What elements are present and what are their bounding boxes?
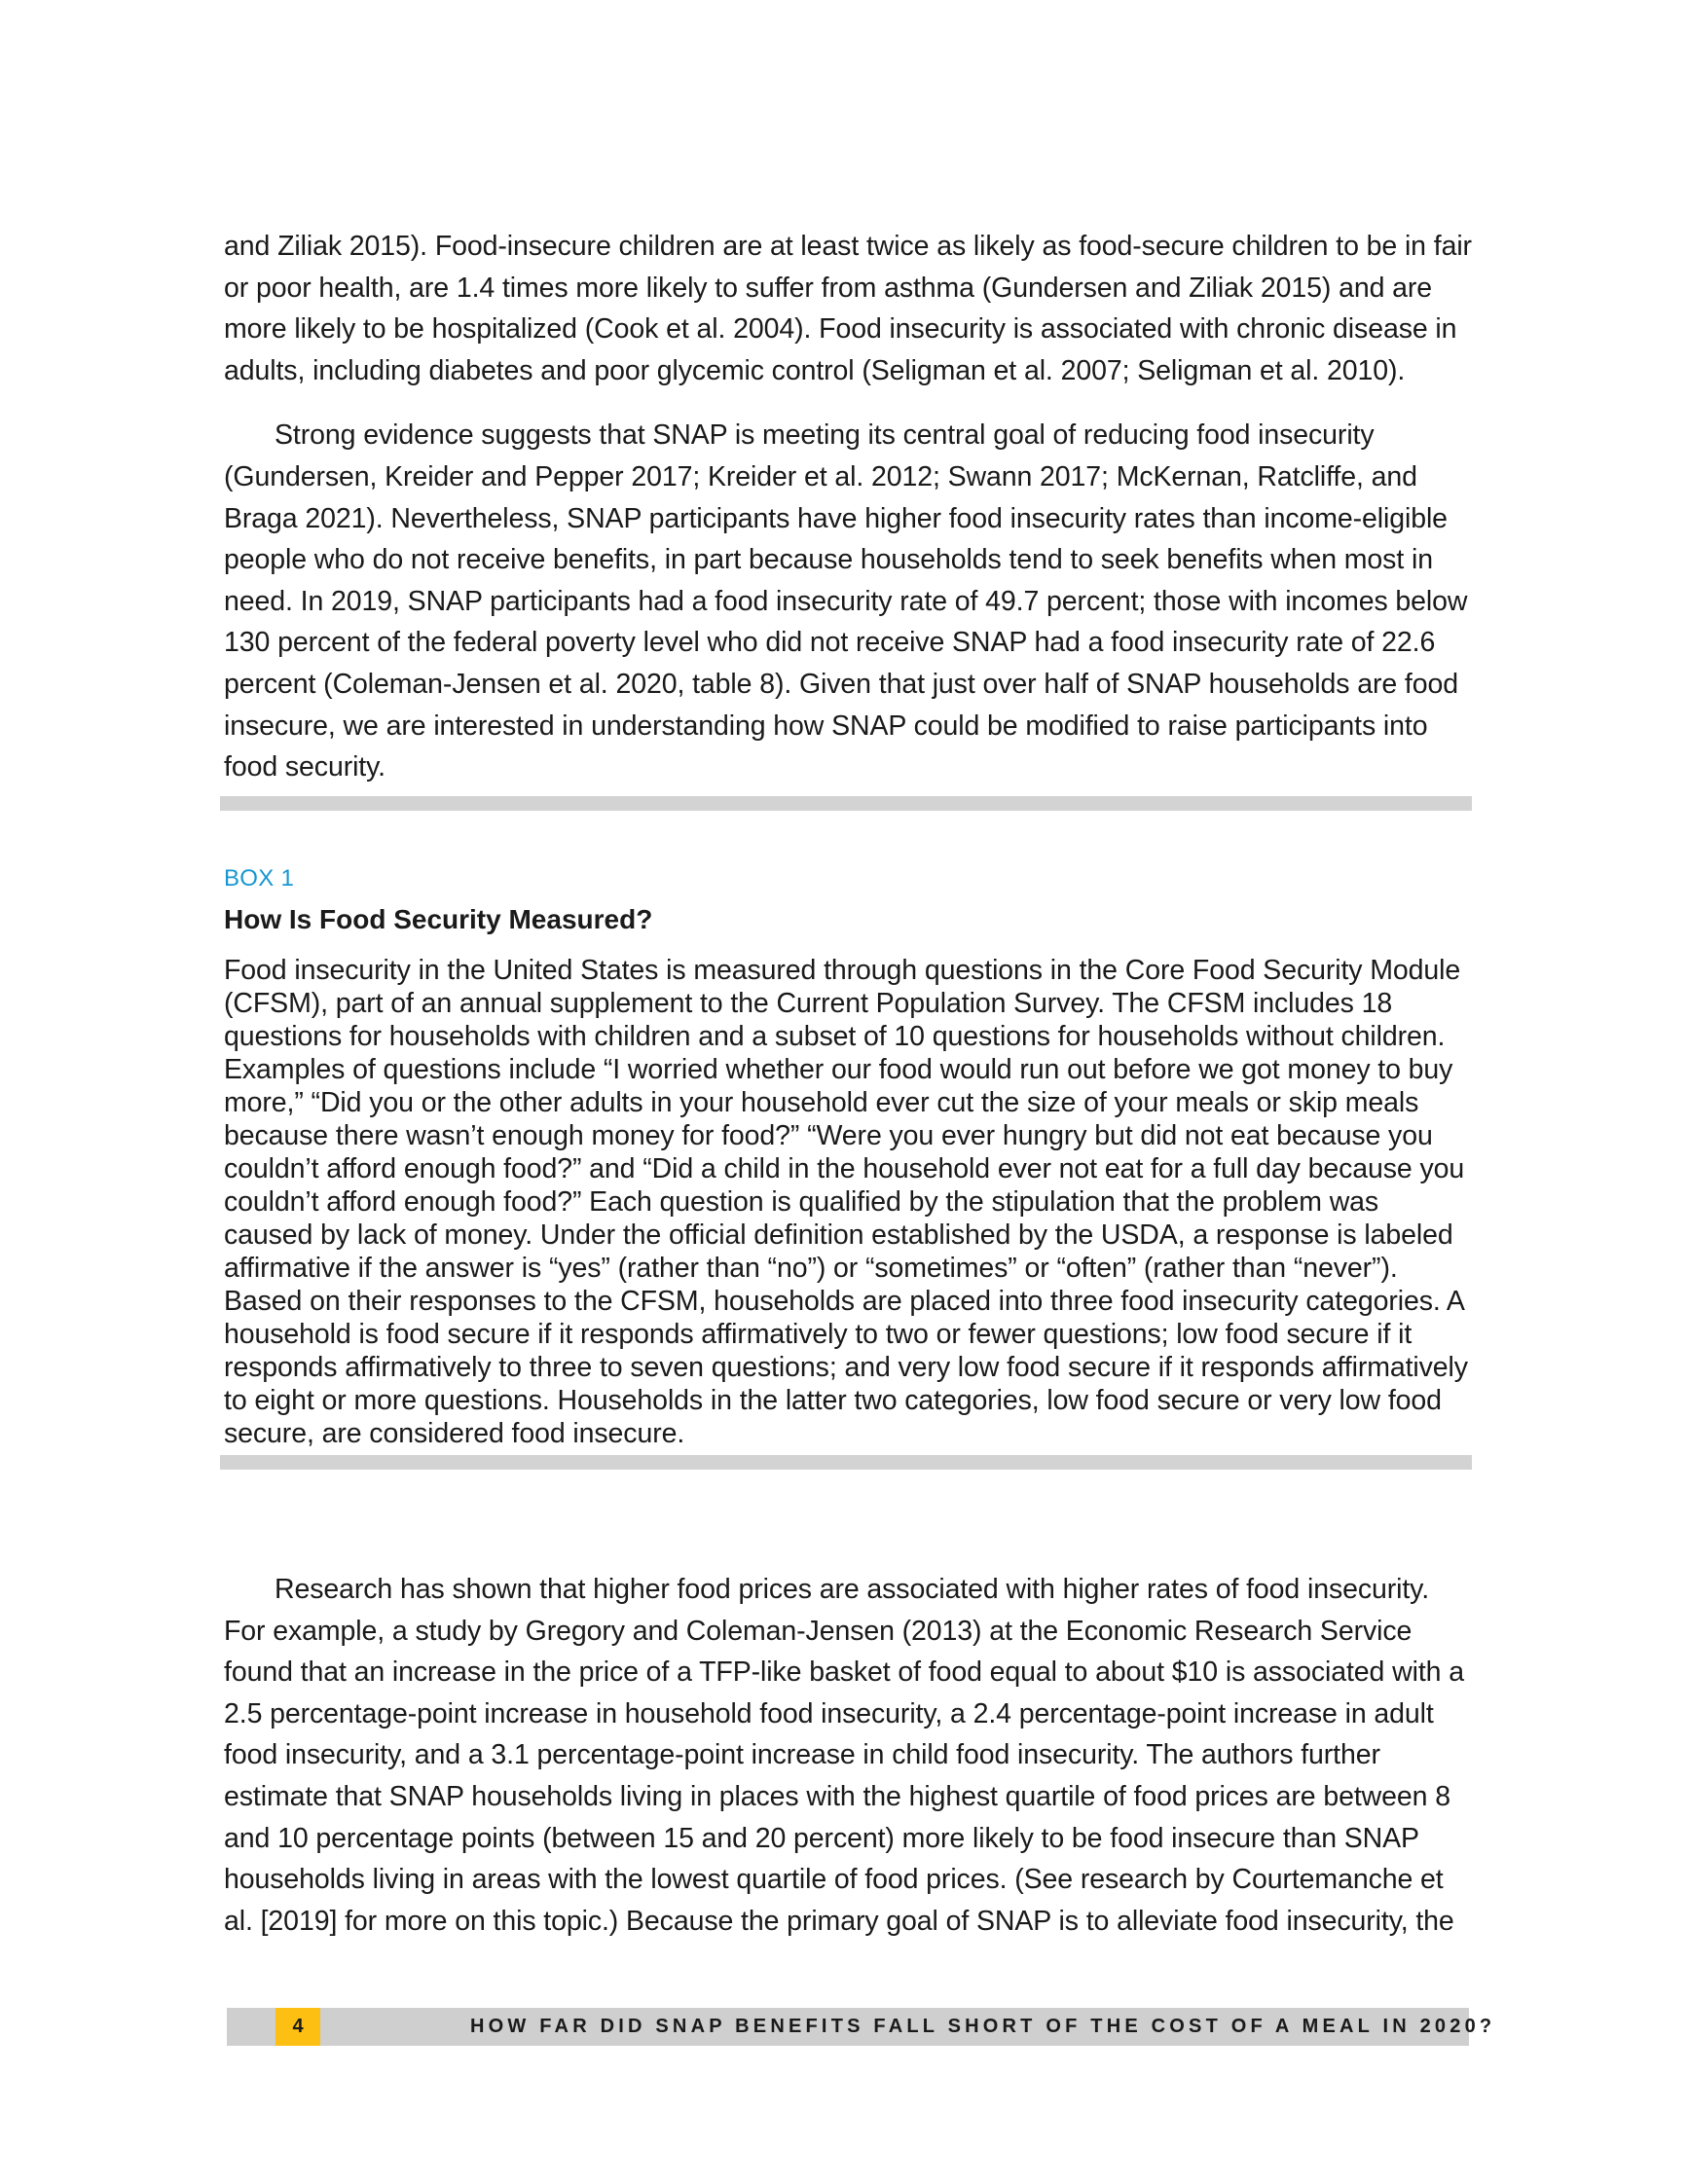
paragraph-continued: and Ziliak 2015). Food-insecure children are at least twice as likely as food-secure children to be in fair or poor health, are 1.4 times more likely to suffer from asthma (Gundersen and Ziliak 2015) and are more likely to be hospitalized (Cook et al. 2004). Food insecurity is associated with chronic disease in adults, including diabetes and poor glycemic control (Seligman et al. 2007; Seligman et al. 2010). — [224, 231, 1472, 386]
page-footer — [227, 2008, 1496, 2046]
body-text-bottom — [224, 1569, 1472, 1965]
box-1 — [224, 864, 1472, 1450]
box-title: How Is Food Security Measured? — [224, 904, 653, 934]
box-text: Food insecurity in the United States is measured through questions in the Core Food Security Module (CFSM), part of an annual supplement to the Current Population Survey. The CFSM includes 18 questions for households with children and a subset of 10 questions for households without children. Examples of questions include “I worried whether our food would run out before we got money to buy more,” “Did you or the other adults in your household ever cut the size of your meals or skip meals because there wasn’t enough money for food?” “Were you ever hungry but did not eat because you couldn’t afford enough food?” and “Did a child in the household ever not eat for a full day because you couldn’t afford enough food?” Each question is qualified by the stipulation that the problem was caused by lack of money. Under the official definition established by the USDA, a response is labeled affirmative if the answer is “yes” (rather than “no”) or “sometimes” or “often” (rather than “never”). Based on their responses to the CFSM, households are placed into three food insecurity categories. A household is food secure if it responds affirmatively to two or fewer questions; low food secure if it responds affirmatively to three to seven questions; and very low food secure if it responds affirmatively to eight or more questions. Households in the latter two categories, low food secure or very low food secure, are considered food insecure. — [224, 955, 1468, 1449]
body-text-top — [224, 226, 1472, 812]
running-title: HOW FAR DID SNAP BENEFITS FALL SHORT OF THE COST OF A MEAL IN 2020? — [470, 2016, 1496, 2037]
box-top-rule — [220, 796, 1472, 811]
page-number: 4 — [275, 2008, 320, 2046]
paragraph-snap-evidence: Strong evidence suggests that SNAP is meeting its central goal of reducing food insecurity (Gundersen, Kreider and Pepper 2017; Kreider et al. 2012; Swann 2017; McKernan, Ratcliffe, and Braga 2021). Nevertheless, SNAP participants have higher food insecurity rates than income-eligible people who do not receive benefits, in part because households tend to seek benefits when most in need. In 2019, SNAP participants had a food insecurity rate of 49.7 percent; those with incomes below 130 percent of the federal poverty level who did not receive SNAP had a food insecurity rate of 22.6 percent (Coleman-Jensen et al. 2020, table 8). Given that just over half of SNAP households are food insecure, we are interested in understanding how SNAP could be modified to raise participants into food security. — [224, 419, 1468, 783]
paragraph-food-prices: Research has shown that higher food prices are associated with higher rates of food insecurity. For example, a study by Gregory and Coleman-Jensen (2013) at the Economic Research Service found that an increase in the price of a TFP-like basket of food equal to about $10 is associated with a 2.5 percentage-point increase in household food insecurity, a 2.4 percentage-point increase in adult food insecurity, and a 3.1 percentage-point increase in child food insecurity. The authors further estimate that SNAP households living in places with the highest quartile of food prices are between 8 and 10 percentage points (between 15 and 20 percent) more likely to be food insecure than SNAP households living in areas with the lowest quartile of food prices. (See research by Courtemanche et al. [2019] for more on this topic.) Because the primary goal of SNAP is to alleviate food insecurity, the — [224, 1574, 1464, 1937]
box-bottom-rule — [220, 1455, 1472, 1470]
box-label: BOX 1 — [224, 865, 295, 892]
